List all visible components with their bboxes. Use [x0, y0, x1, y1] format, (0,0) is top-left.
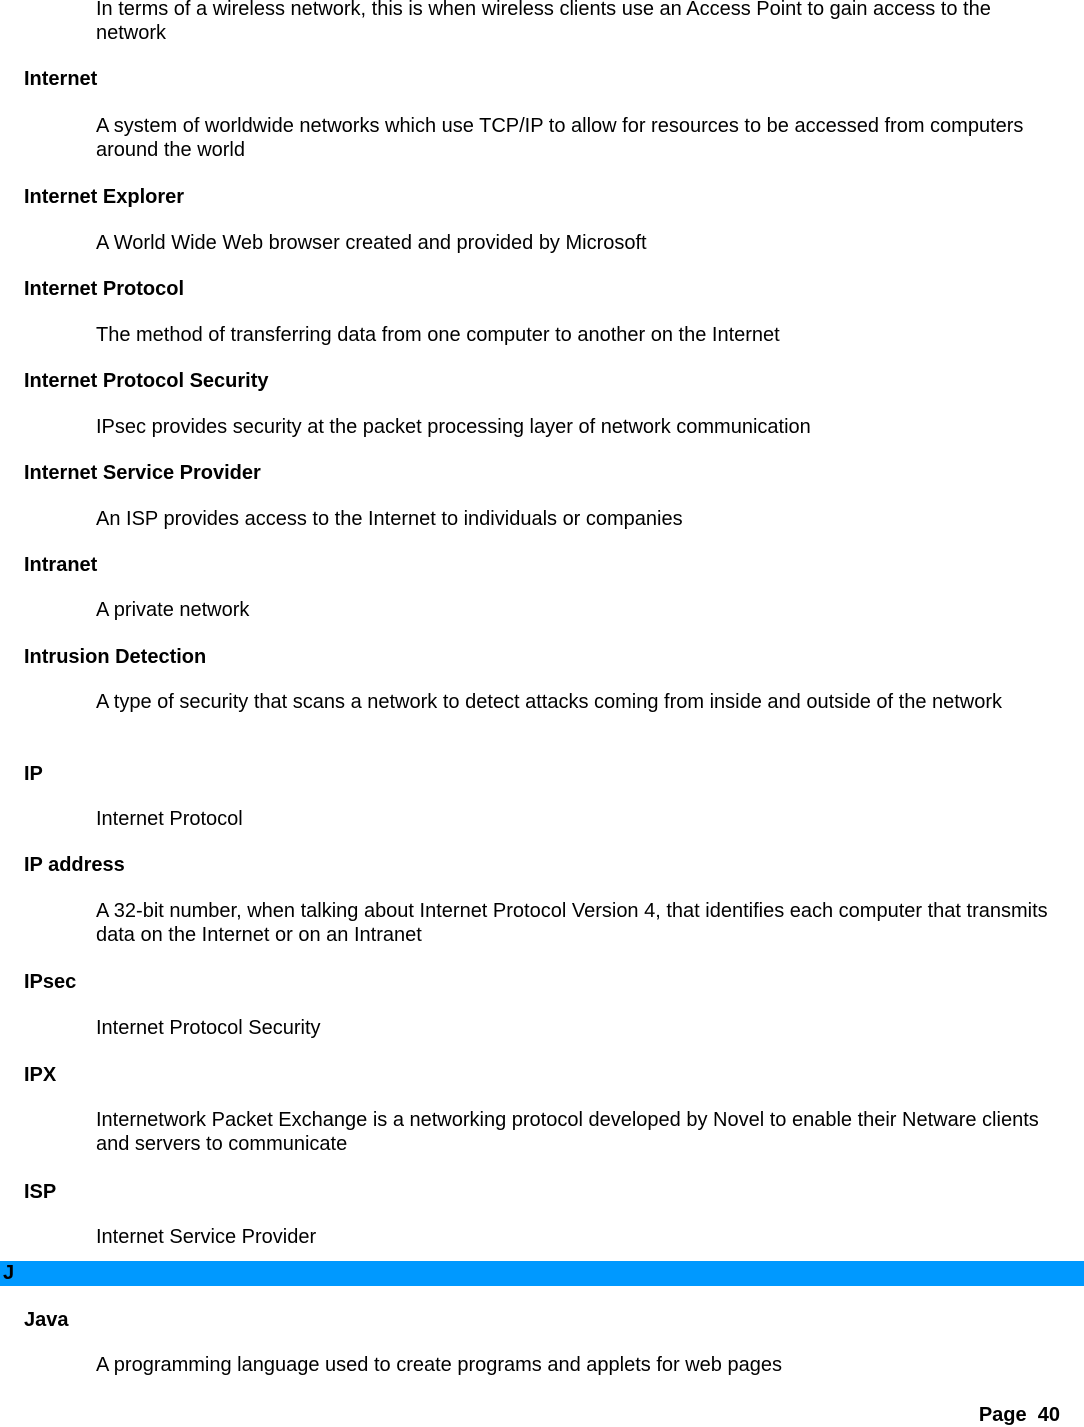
continued-definition: In terms of a wireless network, this is when wireless clients use an Access Point to gain access to the network	[96, 0, 991, 44]
glossary-term: Internet Protocol	[24, 278, 185, 300]
glossary-term: IP address	[24, 854, 125, 876]
glossary-definition: A system of worldwide networks which use TCP/IP to allow for resources to be accessed from computers around the world	[96, 115, 1024, 161]
glossary-term: Java	[24, 1309, 69, 1331]
glossary-definition: A 32-bit number, when talking about Internet Protocol Version 4, that identifies each computer that transmits data on the Internet or on an Intranet	[96, 900, 1048, 946]
glossary-term: Internet Service Provider	[24, 462, 261, 484]
glossary-definition: IPsec provides security at the packet processing layer of network communication	[96, 416, 811, 438]
glossary-term: IP	[24, 763, 43, 785]
section-letter: J	[3, 1262, 15, 1284]
page-label: Page	[978, 1404, 1027, 1426]
glossary-term: Intranet	[24, 554, 98, 576]
glossary-definition: A private network	[96, 599, 250, 621]
glossary-definition: An ISP provides access to the Internet to individuals or companies	[96, 508, 683, 530]
glossary-definition: A type of security that scans a network to detect attacks coming from inside and outside of the network	[96, 691, 1003, 713]
glossary-term: Internet	[24, 68, 98, 90]
glossary-definition: Internet Protocol	[96, 808, 243, 830]
glossary-term: IPX	[24, 1064, 57, 1086]
glossary-definition: Internet Service Provider	[96, 1226, 317, 1248]
page-number: 40	[1037, 1404, 1060, 1426]
page-footer	[979, 1403, 1060, 1427]
glossary-term: Internet Protocol Security	[24, 370, 269, 392]
glossary-definition: Internetwork Packet Exchange is a networking protocol developed by Novel to enable their Netware clients and servers to communicate	[96, 1109, 1039, 1155]
glossary-definition: Internet Protocol Security	[96, 1017, 321, 1039]
glossary-definition: The method of transferring data from one computer to another on the Internet	[96, 324, 780, 346]
glossary-term: Internet Explorer	[24, 186, 185, 208]
section-letter-bar	[0, 1261, 1084, 1286]
glossary-term: Intrusion Detection	[24, 646, 207, 668]
glossary-term: IPsec	[24, 971, 77, 993]
glossary-definition: A World Wide Web browser created and provided by Microsoft	[96, 232, 647, 254]
glossary-definition: A programming language used to create programs and applets for web pages	[96, 1354, 782, 1376]
glossary-term: ISP	[24, 1181, 57, 1203]
